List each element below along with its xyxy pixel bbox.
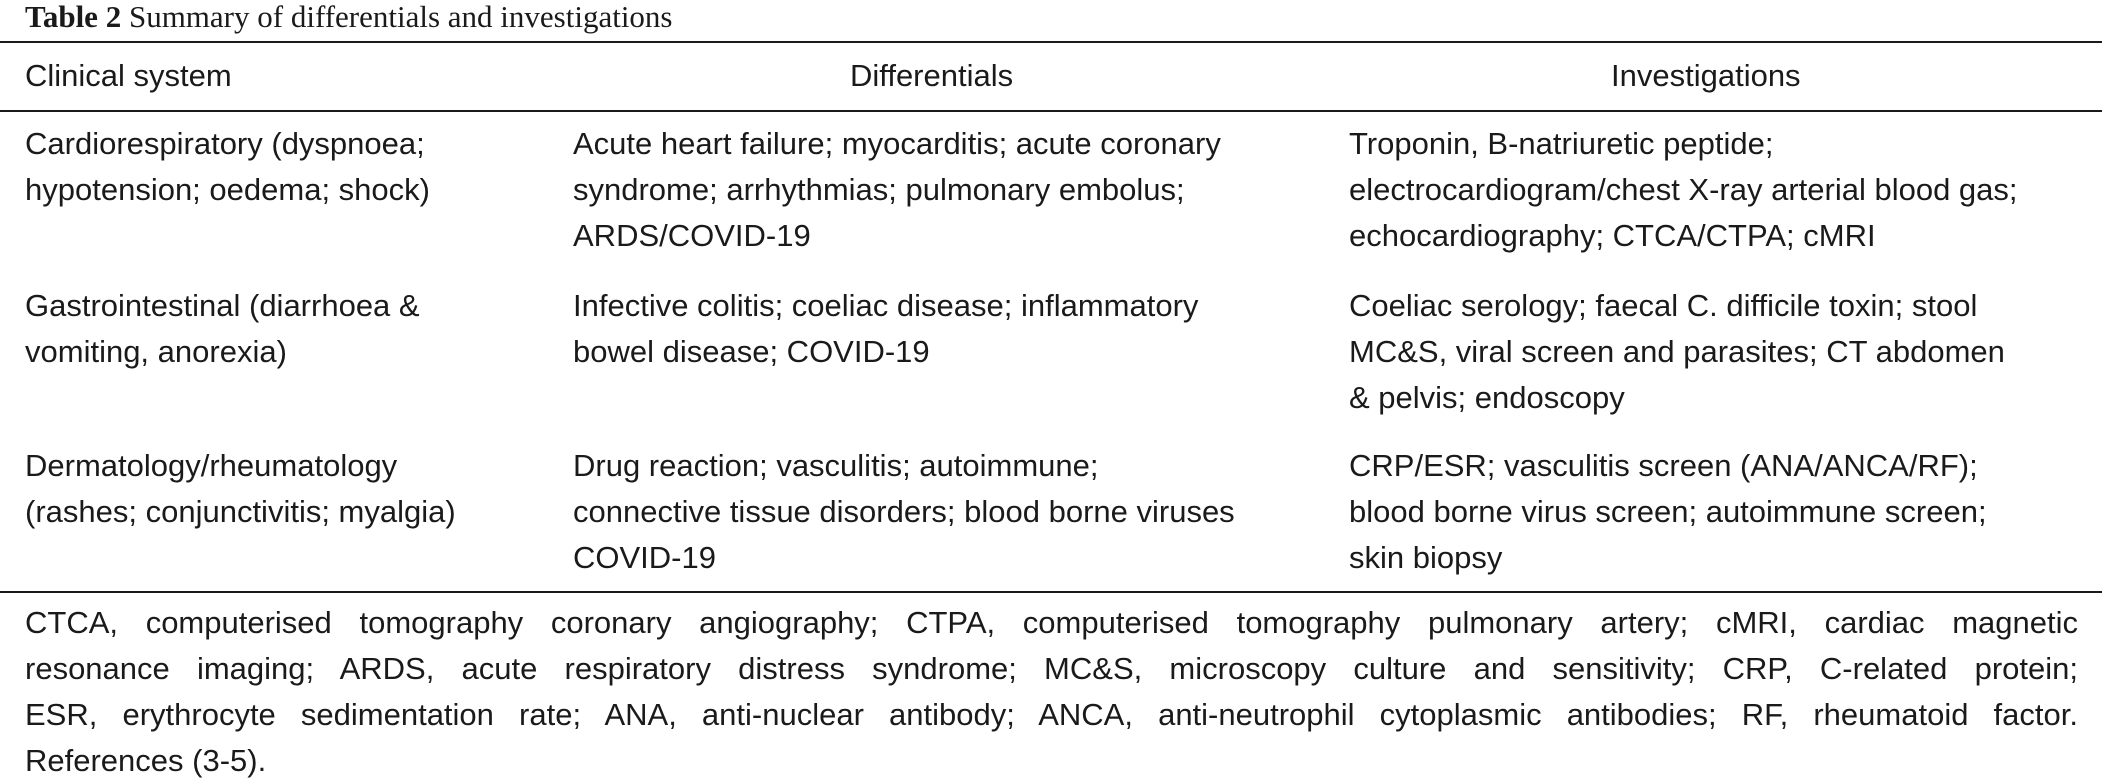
cell-line: Troponin, B-natriuretic peptide; xyxy=(1349,126,1774,161)
row-3-clinical-system xyxy=(25,443,456,535)
cell-line: COVID-19 xyxy=(573,540,716,575)
table-top-rule xyxy=(0,41,2102,43)
row-2-differentials xyxy=(573,283,1198,375)
cell-line: MC&S, viral screen and parasites; CT abdomen xyxy=(1349,334,2005,369)
cell-line: echocardiography; CTCA/CTPA; cMRI xyxy=(1349,218,1876,253)
table-caption-label: Table 2 xyxy=(25,0,122,34)
table-header-rule xyxy=(0,110,2102,112)
cell-line: vomiting, anorexia) xyxy=(25,334,287,369)
row-1-clinical-system xyxy=(25,121,430,213)
cell-line: (rashes; conjunctivitis; myalgia) xyxy=(25,494,456,529)
header-clinical-system: Clinical system xyxy=(25,58,232,93)
cell-line: Cardiorespiratory (dyspnoea; xyxy=(25,126,425,161)
cell-line: Dermatology/rheumatology xyxy=(25,448,398,483)
table-caption-title: Summary of differentials and investigations xyxy=(128,0,673,34)
cell-line: hypotension; oedema; shock) xyxy=(25,172,430,207)
header-investigations: Investigations xyxy=(1611,58,1801,93)
row-3-investigations xyxy=(1349,443,1987,581)
row-1-investigations xyxy=(1349,121,2018,259)
cell-line: Gastrointestinal (diarrhoea & xyxy=(25,288,420,323)
cell-line: electrocardiogram/chest X-ray arterial blood gas; xyxy=(1349,172,2018,207)
cell-line: blood borne virus screen; autoimmune screen; xyxy=(1349,494,1987,529)
cell-line: syndrome; arrhythmias; pulmonary embolus; xyxy=(573,172,1185,207)
row-1-differentials xyxy=(573,121,1221,259)
cell-line: Drug reaction; vasculitis; autoimmune; xyxy=(573,448,1099,483)
cell-line: Infective colitis; coeliac disease; inflammatory xyxy=(573,288,1199,323)
cell-line: connective tissue disorders; blood borne viruses xyxy=(573,494,1235,529)
cell-line: skin biopsy xyxy=(1349,540,1503,575)
cell-line: CRP/ESR; vasculitis screen (ANA/ANCA/RF); xyxy=(1349,448,1978,483)
table-caption xyxy=(25,0,673,36)
header-differentials: Differentials xyxy=(850,58,1014,93)
row-3-differentials xyxy=(573,443,1235,581)
footnote-line: CTCA, computerised tomography coronary angiography; CTPA, computerised tomography pulmonary artery; cMRI, cardiac magnetic xyxy=(25,605,2078,640)
cell-line: Coeliac serology; faecal C. difficile toxin; stool xyxy=(1349,288,1978,323)
cell-line: ARDS/COVID-19 xyxy=(573,218,811,253)
footnote-line: References (3-5). xyxy=(25,743,267,778)
footnote-line: ESR, erythrocyte sedimentation rate; ANA, anti-nuclear antibody; ANCA, anti-neutrophil cytoplasmic antibodies; RF, rheumatoid factor. xyxy=(25,697,2078,732)
cell-line: Acute heart failure; myocarditis; acute coronary xyxy=(573,126,1221,161)
row-2-investigations xyxy=(1349,283,2005,421)
table-bottom-rule xyxy=(0,591,2102,593)
cell-line: & pelvis; endoscopy xyxy=(1349,380,1625,415)
footnote-line: resonance imaging; ARDS, acute respiratory distress syndrome; MC&S, microscopy culture and sensitivity; CRP, C-related protein; xyxy=(25,651,2078,686)
row-2-clinical-system xyxy=(25,283,420,375)
cell-line: bowel disease; COVID-19 xyxy=(573,334,930,369)
table-footnote xyxy=(25,600,2078,784)
